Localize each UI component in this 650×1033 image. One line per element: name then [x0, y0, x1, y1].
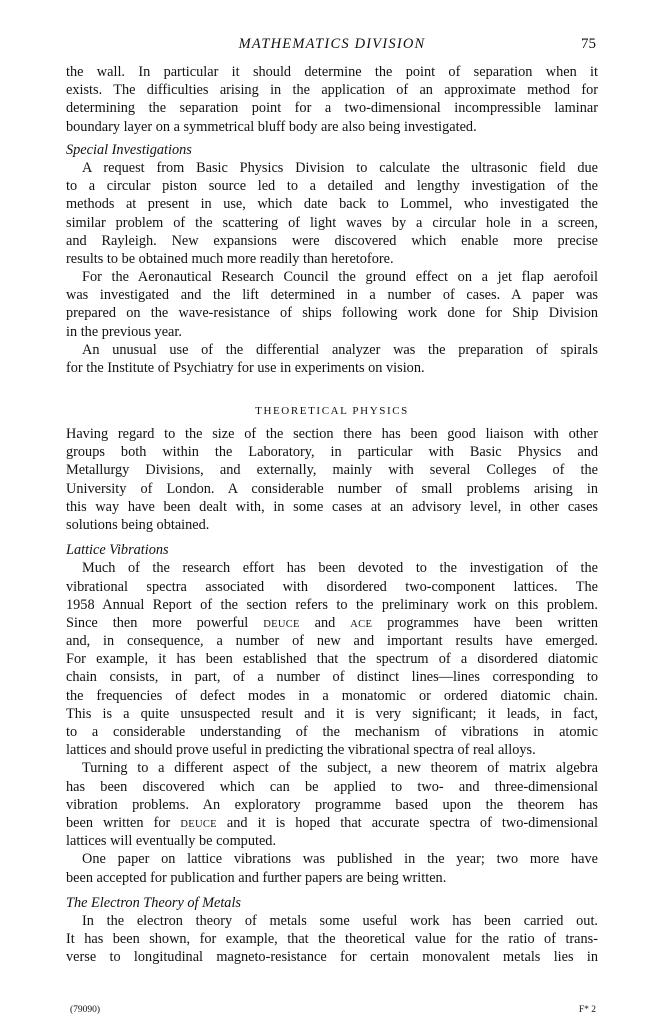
text-line: solutions being obtained.	[66, 516, 210, 533]
section-heading-theoretical-physics: THEORETICAL PHYSICS	[255, 405, 409, 417]
upper-text-block	[66, 63, 598, 377]
text-line: boundary layer on a symmetrical bluff body are also being investigated.	[66, 118, 477, 135]
text-line: exists. The difficulties arising in the application of an approximate method for	[66, 82, 598, 99]
text-line: the wall. In particular it should determine the point of separation when it	[66, 64, 598, 80]
computer-name-deuce: DEUCE	[263, 618, 300, 630]
page-number: 75	[581, 36, 596, 52]
text-line: For the Aeronautical Research Council the ground effect on a jet flap aerofoil	[82, 269, 598, 286]
text-line: lattices will eventually be computed.	[66, 833, 277, 850]
text-line: has been discovered which can be applied to two- and three-dimensional	[66, 778, 598, 795]
computer-name-ace: ACE	[350, 618, 373, 630]
text-line: the frequencies of defect modes in a monatomic or ordered diatomic chain.	[66, 687, 598, 704]
text-line: vibration problems. An exploratory programme based upon the theorem has	[66, 796, 598, 813]
text-line: similar problem of the scattering of light waves by a circular hole in a screen,	[66, 214, 598, 231]
text-line	[66, 814, 598, 832]
text-line: 1958 Annual Report of the section refers to the preliminary work on this problem.	[66, 596, 598, 613]
running-head	[66, 36, 598, 58]
subheading-lattice-vibrations: Lattice Vibrations	[66, 542, 169, 559]
text-line: this way have been dealt with, in some cases at an advisory level, in other cases	[66, 498, 598, 515]
text-line: and, in consequence, a number of new and important results have emerged.	[66, 633, 598, 650]
text-line: vibrational spectra associated with disordered two-component lattices. The	[66, 578, 598, 595]
subheading-special-investigations: Special Investigations	[66, 141, 192, 158]
text-line: A request from Basic Physics Division to calculate the ultrasonic field due	[82, 159, 598, 176]
text-line: was investigated and the lift determined in a number of cases. A paper was	[66, 287, 598, 304]
text-line	[66, 614, 598, 632]
text-line: University of London. A considerable number of small problems arising in	[66, 480, 598, 497]
text-run: and	[299, 614, 351, 631]
text-line: Metallurgy Divisions, and externally, mainly with several Colleges of the	[66, 462, 598, 479]
text-line: Having regard to the size of the section there has been good liaison with other	[66, 426, 598, 442]
text-run: Since then more powerful	[66, 614, 264, 631]
text-line: results to be obtained much more readily than heretofore.	[66, 250, 394, 267]
lower-text-block	[66, 425, 598, 966]
text-line: Much of the research effort has been devoted to the investigation of the	[82, 560, 598, 577]
text-line: verse to longitudinal magneto-resistance for certain monovalent metals lies in	[66, 949, 598, 966]
text-line: determining the separation point for a two-dimensional incompressible laminar	[66, 100, 598, 117]
text-line: been accepted for publication and further papers are being written.	[66, 869, 447, 886]
text-line: in the previous year.	[66, 323, 182, 340]
text-line: Turning to a different aspect of the subject, a new theorem of matrix algebra	[82, 760, 598, 777]
text-line: to a circular piston source led to a detailed and lengthy investigation of the	[66, 178, 598, 195]
text-line: to a considerable understanding of the mechanism of vibrations in atomic	[66, 724, 598, 740]
text-line: In the electron theory of metals some useful work has been carried out.	[82, 912, 598, 929]
computer-name-deuce: DEUCE	[180, 818, 217, 830]
text-line: For example, it has been established that the spectrum of a disordered diatomic	[66, 651, 598, 668]
text-line: This is a quite unsuspected result and it is very significant; it leads, in fact,	[66, 705, 598, 722]
text-run: and it is hoped that accurate spectra of two-dimensional	[216, 814, 598, 831]
text-line: groups both within the Laboratory, in particular with Basic Physics and	[66, 444, 598, 461]
text-run: programmes have been written	[372, 614, 598, 631]
text-line: for the Institute of Psychiatry for use in experiments on vision.	[66, 360, 425, 376]
running-title: MATHEMATICS DIVISION	[238, 36, 426, 52]
text-line: An unusual use of the differential analyzer was the preparation of spirals	[82, 341, 598, 358]
print-reference: (79090)	[70, 1005, 101, 1015]
text-line: chain consists, in part, of a number of distinct lines—lines corresponding to	[66, 669, 598, 686]
text-run: been written for	[66, 814, 181, 831]
text-line: methods at present in use, which date back to Lommel, who investigated the	[66, 196, 598, 213]
subheading-electron-theory: The Electron Theory of Metals	[66, 894, 241, 911]
page-footer	[70, 1005, 596, 1019]
text-line: lattices and should prove useful in predicting the vibrational spectra of real alloys.	[66, 742, 536, 759]
text-line: prepared on the wave-resistance of ships following work done for Ship Division	[66, 305, 598, 322]
text-line: One paper on lattice vibrations was published in the year; two more have	[82, 851, 598, 868]
text-line: It has been shown, for example, that the theoretical value for the ratio of trans-	[66, 931, 598, 948]
text-line: and Rayleigh. New expansions were discovered which enable more precise	[66, 232, 598, 249]
signature-mark: F* 2	[578, 1005, 596, 1015]
